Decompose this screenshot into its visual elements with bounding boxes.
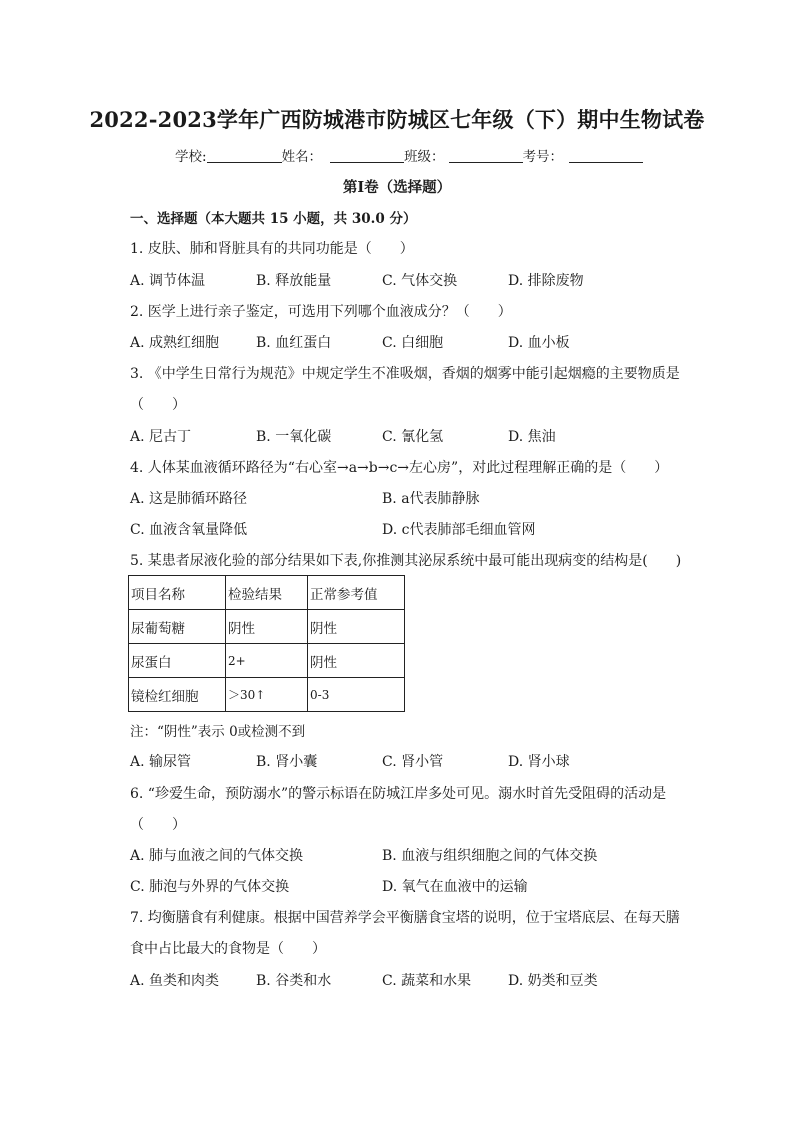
table-cell: 阴性 [226, 610, 308, 644]
school-blank[interactable] [207, 148, 282, 163]
q4-option-b[interactable]: B. a代表肺静脉 [382, 491, 480, 507]
q5-option-b[interactable]: B. 肾小囊 [256, 754, 318, 770]
q4-option-c[interactable]: C. 血液含氧量降低 [130, 522, 248, 538]
q6-option-b[interactable]: B. 血液与组织细胞之间的气体交换 [382, 848, 598, 864]
table-cell: 2+ [226, 644, 308, 678]
q2-option-c[interactable]: C. 白细胞 [382, 335, 444, 351]
exam-number-blank[interactable] [569, 148, 643, 163]
q1-option-b[interactable]: B. 释放能量 [256, 273, 332, 289]
q7-option-a[interactable]: A. 鱼类和肉类 [130, 973, 220, 989]
q6-option-c[interactable]: C. 肺泡与外界的气体交换 [130, 879, 290, 895]
q1-option-a[interactable]: A. 调节体温 [130, 273, 206, 289]
q2-option-d[interactable]: D. 血小板 [508, 335, 570, 351]
table-header-row [129, 576, 405, 610]
table-header-cell: 项目名称 [129, 576, 226, 610]
class-label: 班级： [404, 149, 445, 165]
q5-option-a[interactable]: A. 输尿管 [130, 754, 192, 770]
name-blank[interactable] [330, 148, 404, 163]
q5-option-c[interactable]: C. 肾小管 [382, 754, 444, 770]
part1-title: 第I卷（选择题） [342, 179, 452, 196]
table-row [129, 678, 405, 712]
q2-option-a[interactable]: A. 成熟红细胞 [130, 335, 220, 351]
exam-title: 2022-2023学年广西防城港市防城区七年级（下）期中生物试卷 [89, 107, 705, 132]
section-heading: 一、选择题（本大题共 15 小题，共 30.0 分） [130, 211, 417, 227]
q5-option-d[interactable]: D. 肾小球 [508, 754, 570, 770]
q6-stem-continued: （ ） [130, 817, 186, 833]
q3-option-c[interactable]: C. 氰化氢 [382, 429, 444, 445]
table-cell: 尿葡萄糖 [129, 610, 226, 644]
table-cell: 阴性 [308, 644, 405, 678]
q2-option-b[interactable]: B. 血红蛋白 [256, 335, 332, 351]
table-cell: 镜检红细胞 [129, 678, 226, 712]
q3-option-a[interactable]: A. 尼古丁 [130, 429, 192, 445]
q7-option-d[interactable]: D. 奶类和豆类 [508, 973, 598, 989]
q3-stem-continued: （ ） [130, 397, 186, 413]
table-cell: 阴性 [308, 610, 405, 644]
q1-stem: 1. 皮肤、肺和肾脏具有的共同功能是（ ） [130, 241, 414, 257]
q2-stem: 2. 医学上进行亲子鉴定，可选用下列哪个血液成分？（ ） [130, 304, 512, 320]
q4-option-d[interactable]: D. c代表肺部毛细血管网 [382, 522, 536, 538]
q3-option-b[interactable]: B. 一氧化碳 [256, 429, 332, 445]
q7-option-b[interactable]: B. 谷类和水 [256, 973, 332, 989]
q5-stem: 5. 某患者尿液化验的部分结果如下表,你推测其泌尿系统中最可能出现病变的结构是( ) [130, 553, 682, 569]
urinalysis-table [128, 575, 405, 712]
table-row [129, 644, 405, 678]
school-label: 学校: [175, 149, 207, 165]
q6-option-d[interactable]: D. 氧气在血液中的运输 [382, 879, 528, 895]
q7-stem-continued: 食中占比最大的食物是（ ） [130, 941, 326, 957]
q4-stem: 4. 人体某血液循环路径为“右心室→a→b→c→左心房”，对此过程理解正确的是（ ） [130, 460, 669, 476]
table-cell: 0-3 [308, 678, 405, 712]
table-header-cell: 正常参考值 [308, 576, 405, 610]
q4-option-a[interactable]: A. 这是肺循环路径 [130, 491, 248, 507]
name-label: 姓名： [281, 149, 323, 165]
table-row [129, 610, 405, 644]
q1-option-c[interactable]: C. 气体交换 [382, 273, 458, 289]
q7-stem: 7. 均衡膳食有利健康。根据中国营养学会平衡膳食宝塔的说明，位于宝塔底层、在每天膳 [130, 910, 680, 926]
q6-option-a[interactable]: A. 肺与血液之间的气体交换 [130, 848, 304, 864]
q6-stem: 6. “珍爱生命，预防溺水”的警示标语在防城江岸多处可见。溺水时首先受阻碍的活动是 [130, 786, 667, 802]
q5-note: 注：“阴性”表示 0或检测不到 [130, 724, 306, 740]
q3-option-d[interactable]: D. 焦油 [508, 429, 556, 445]
q3-stem: 3. 《中学生日常行为规范》中规定学生不准吸烟，香烟的烟雾中能引起烟瘾的主要物质是 [130, 366, 680, 382]
student-info-line [175, 145, 643, 165]
q1-option-d[interactable]: D. 排除废物 [508, 273, 584, 289]
exam-number-label: 考号： [522, 149, 564, 165]
table-cell: ＞30↑ [226, 678, 308, 712]
table-header-cell: 检验结果 [226, 576, 308, 610]
class-blank[interactable] [449, 148, 523, 163]
table-cell: 尿蛋白 [129, 644, 226, 678]
q7-option-c[interactable]: C. 蔬菜和水果 [382, 973, 472, 989]
